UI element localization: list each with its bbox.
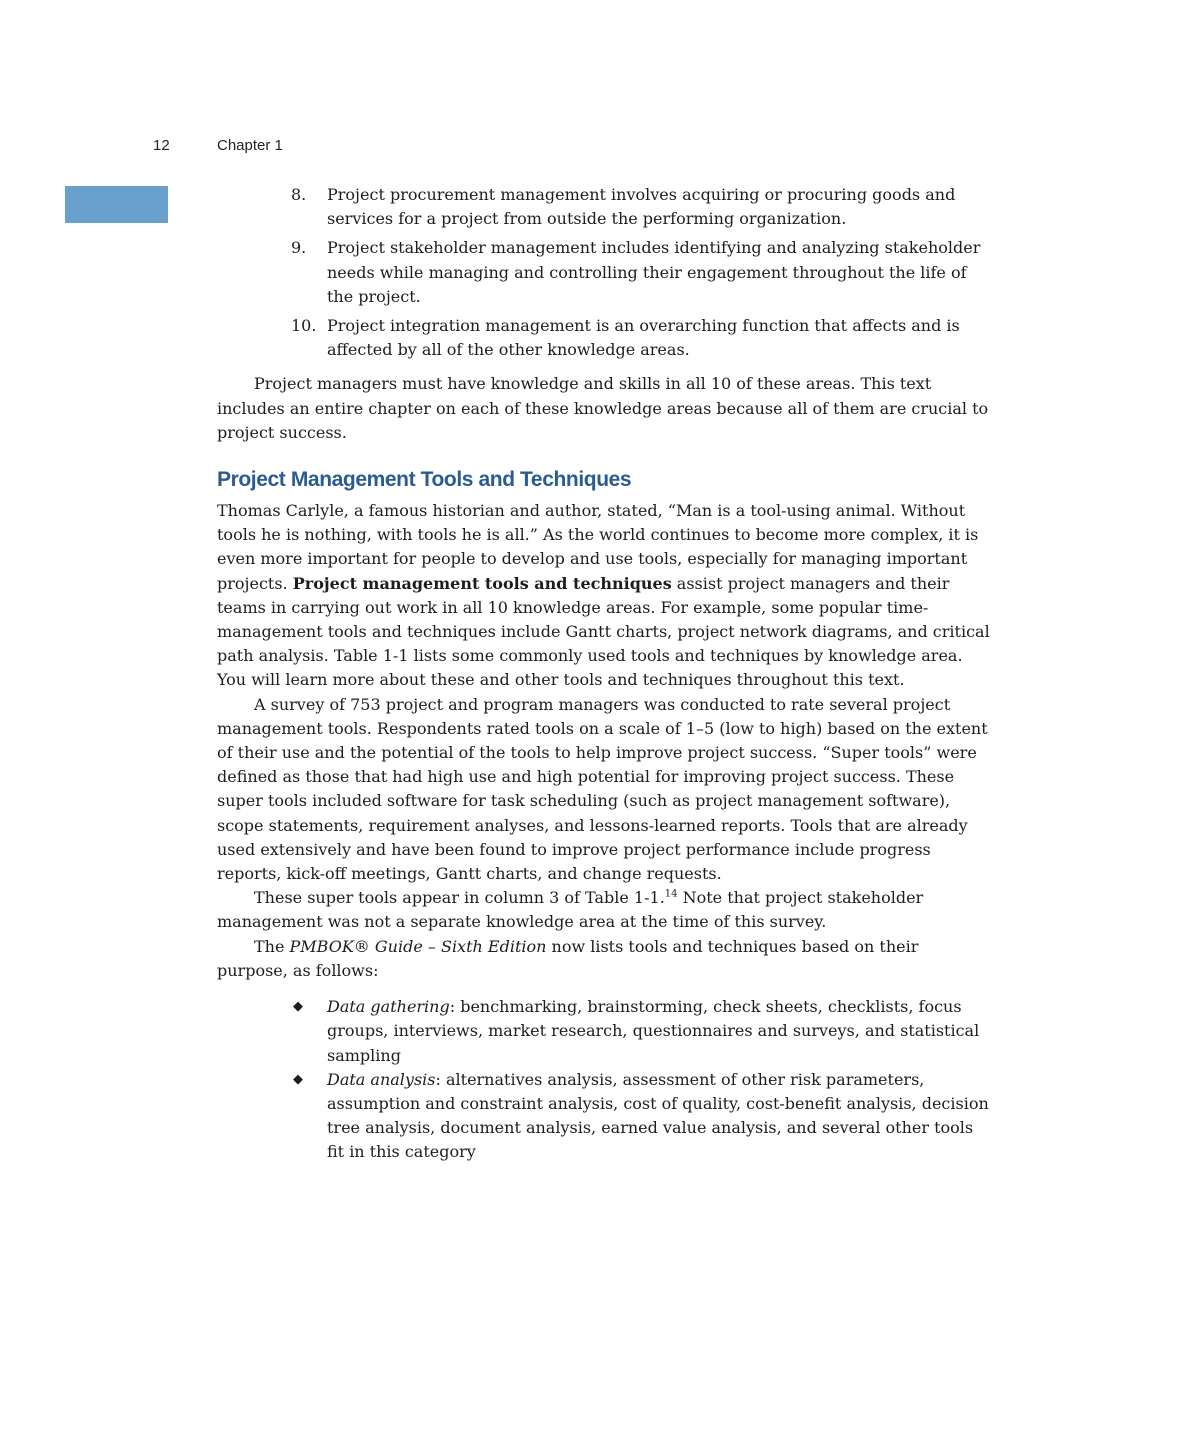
- list-item-text: Project stakeholder management includes identifying and analyzing stakeholder needs while managing and controlling their engagement throughout the life of the project.: [327, 238, 981, 306]
- paragraph-text: now lists tools and techniques based on their purpose, as follows:: [217, 936, 919, 980]
- list-item-text: Project integration management is an overarching function that affects and is affected by all of the other knowledge areas.: [327, 316, 960, 360]
- paragraph-text: Note that project stakeholder management was not a separate knowledge area at the time of this survey.: [217, 888, 924, 932]
- page-number: 12: [153, 137, 170, 154]
- key-term: Project management tools and techniques: [292, 573, 672, 593]
- paragraph-intro: Project managers must have knowledge and skills in all 10 of these areas. This text includes an entire chapter on each of these knowledge areas because all of them are crucial to project success.: [217, 374, 989, 442]
- page-body: [217, 183, 992, 1165]
- page-header: [153, 137, 283, 154]
- list-item-number: 10.: [291, 316, 317, 336]
- bullet-term: Data gathering: [327, 997, 450, 1017]
- list-item-number: 9.: [291, 238, 307, 258]
- bullet-icon: ◆: [293, 1071, 303, 1087]
- paragraph-super-tools: [217, 886, 992, 934]
- list-item: [217, 236, 992, 309]
- paragraph-pmbok: [217, 935, 992, 983]
- paragraph-text: The: [254, 936, 290, 956]
- book-title: PMBOK® Guide – Sixth Edition: [289, 936, 547, 956]
- list-item: [217, 1068, 992, 1165]
- list-item: [217, 995, 992, 1068]
- bullet-term: Data analysis: [327, 1069, 436, 1089]
- bullet-icon: ◆: [293, 999, 303, 1015]
- list-item-text: Project procurement management involves acquiring or procuring goods and services for a project from outside the performing organization.: [327, 185, 956, 229]
- paragraph-text: assist project managers and their teams in carrying out work in all 10 knowledge areas. For example, some popular time-management tools and techniques include Gantt charts, project network diagrams, and critical path analysis. Table 1-1 lists some commonly used tools and techniques by knowledge area. You will learn more about these and other tools and techniques throughout this text.: [217, 573, 990, 690]
- list-item-number: 8.: [291, 185, 307, 204]
- bullet-text: : alternatives analysis, assessment of other risk parameters, assumption and constraint analysis, cost of quality, cost-benefit analysis, decision tree analysis, document analysis, earned value analysis, and several other tools fit in this category: [327, 1069, 989, 1162]
- paragraph-text: These super tools appear in column 3 of Table 1-1.: [254, 888, 665, 908]
- list-item: [217, 183, 992, 231]
- paragraph-carlyle: [217, 499, 992, 693]
- bullet-text: : benchmarking, brainstorming, check sheets, checklists, focus groups, interviews, market research, questionnaires and surveys, and statistical sampling: [327, 997, 980, 1065]
- list-item: [217, 314, 992, 362]
- chapter-label: Chapter 1: [217, 137, 283, 154]
- chapter-tab-marker: [65, 186, 168, 223]
- paragraph-survey: A survey of 753 project and program managers was conducted to rate several project management tools. Respondents rated tools on a scale of 1–5 (low to high) based on the extent of their use and the potential of the tools to help improve project success. “Super tools” were defined as those that had high use and high potential for improving project success. These super tools included software for task scheduling (such as project management software), scope statements, requirement analyses, and lessons-learned reports. Tools that are already used extensively and have been found to improve project performance include progress reports, kick-off meetings, Gantt charts, and change requests.: [217, 694, 988, 884]
- section-heading: Project Management Tools and Techniques: [217, 468, 632, 492]
- footnote-ref: 14: [664, 888, 678, 900]
- knowledge-area-list: [217, 183, 992, 362]
- tools-bullet-list: [217, 995, 992, 1164]
- paragraph-text: Thomas Carlyle, a famous historian and author, stated, “Man is a tool-using animal. Without tools he is nothing, with tools he is all.” As the world continues to become more complex, it is even more important for people to develop and use tools, especially for managing important projects.: [217, 501, 979, 593]
